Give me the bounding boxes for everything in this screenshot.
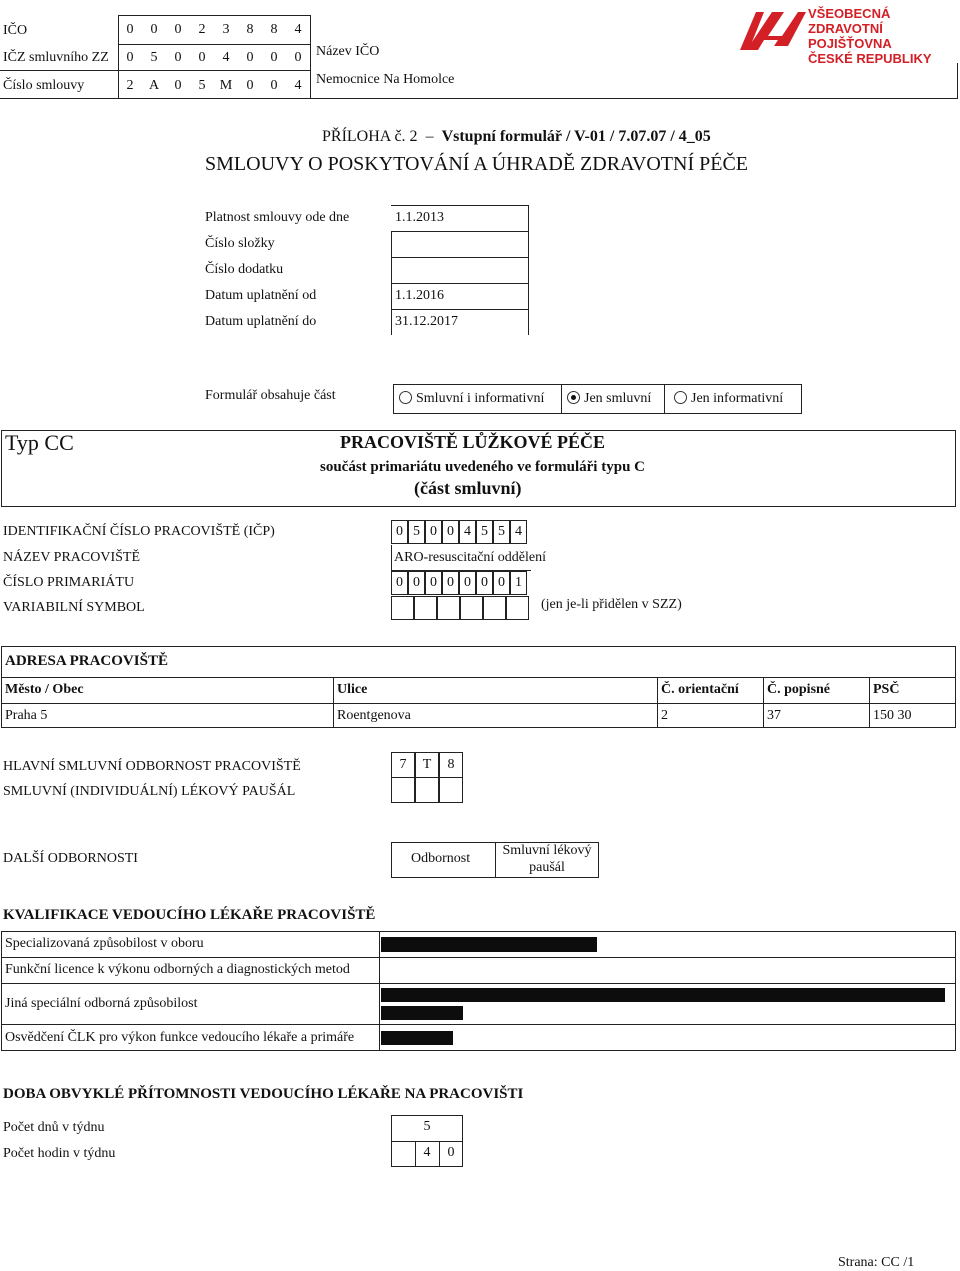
priloha-form: Vstupní formulář / V-01 / 7.07.07 / 4_05 <box>441 128 711 145</box>
icp-digit: 5 <box>493 520 510 544</box>
icz-digit: 0 <box>198 50 206 65</box>
validity-label: Číslo složky <box>205 236 275 251</box>
address-value: Praha 5 <box>5 708 48 723</box>
redaction-block <box>381 988 945 1002</box>
option-label: Smluvní i informativní <box>416 391 545 406</box>
icz-digit: 0 <box>174 50 182 65</box>
main-title: SMLOUVY O POSKYTOVÁNÍ A ÚHRADĚ ZDRAVOTNÍ PÉČE <box>205 153 748 175</box>
validity-value: 1.1.2013 <box>395 210 444 225</box>
primariat-digit: 0 <box>476 571 493 595</box>
page-number: Strana: CC /1 <box>838 1255 915 1270</box>
icp-digit: 5 <box>408 520 425 544</box>
vzp-logo-icon <box>738 6 808 52</box>
smlouva-digit: 5 <box>198 78 206 93</box>
validity-value: 1.1.2016 <box>395 288 444 303</box>
main-specialty-digit: 8 <box>439 752 463 778</box>
cislo-smlouvy-label: Číslo smlouvy <box>3 78 85 93</box>
ico-digit: 3 <box>222 22 230 37</box>
ico-digit: 0 <box>174 22 182 37</box>
qual-row-1: Specializovaná způsobilost v oboru <box>5 936 204 951</box>
hours-digit-1: 4 <box>423 1145 431 1160</box>
main-specialty-digit: 7 <box>391 752 415 778</box>
qual-row-2: Funkční licence k výkonu odborných a diagnostických metod <box>5 962 350 977</box>
icp-digit: 0 <box>425 520 442 544</box>
vs-label: VARIABILNÍ SYMBOL <box>3 600 145 615</box>
primariat-digit: 0 <box>425 571 442 595</box>
type-part: (část smluvní) <box>414 478 522 498</box>
address-col-header: PSČ <box>873 682 900 697</box>
validity-label: Datum uplatnění od <box>205 288 317 303</box>
form-part-label: Formulář obsahuje část <box>205 388 336 403</box>
pausal-digit <box>439 777 463 803</box>
vs-digit <box>414 596 437 620</box>
days-value: 5 <box>423 1119 431 1134</box>
vs-digit <box>460 596 483 620</box>
icp-digit: 0 <box>442 520 459 544</box>
pausal-digit <box>415 777 439 803</box>
ico-digit: 0 <box>126 22 134 37</box>
icz-digit: 4 <box>222 50 230 65</box>
vzp-logo <box>738 6 808 57</box>
smlouva-digit: A <box>148 78 160 93</box>
address-value: 37 <box>767 708 781 723</box>
icz-label: IČZ smluvního ZZ <box>3 50 109 65</box>
vs-digit <box>437 596 460 620</box>
ico-digit: 2 <box>198 22 206 37</box>
logo-line-1: VŠEOBECNÁ <box>808 6 891 21</box>
pausal-digit <box>391 777 415 803</box>
address-value: 150 30 <box>873 708 912 723</box>
ico-label: IČO <box>3 23 28 38</box>
radio-icon <box>567 391 580 404</box>
address-col-header: Město / Obec <box>5 682 84 697</box>
main-specialty-label: HLAVNÍ SMLUVNÍ ODBORNOST PRACOVIŠTĚ <box>3 759 301 774</box>
ico-digit: 0 <box>150 22 158 37</box>
option-jen-smluvni[interactable] <box>567 391 651 407</box>
priloha-prefix: PŘÍLOHA č. 2 <box>322 128 418 145</box>
icz-digit: 0 <box>246 50 254 65</box>
dalsi-col-pausal-line1: Smluvní lékový <box>502 843 592 858</box>
icp-digit: 4 <box>510 520 527 544</box>
dalsi-col-pausal <box>495 842 599 876</box>
icz-digit: 0 <box>126 50 134 65</box>
ico-digit: 8 <box>270 22 278 37</box>
logo-text <box>808 6 960 66</box>
icz-digit: 0 <box>270 50 278 65</box>
days-label: Počet dnů v týdnu <box>3 1120 105 1135</box>
address-col-header: Ulice <box>337 682 368 697</box>
option-jen-informativni[interactable] <box>674 391 783 407</box>
nazev-ico-label: Název IČO <box>316 44 380 59</box>
primariat-digit: 0 <box>493 571 510 595</box>
radio-icon <box>399 391 412 404</box>
qualification-heading: KVALIFIKACE VEDOUCÍHO LÉKAŘE PRACOVIŠTĚ <box>3 907 376 923</box>
nazev-ico-value: Nemocnice Na Homolce <box>316 72 455 87</box>
vs-digit <box>483 596 506 620</box>
pausal-label: SMLUVNÍ (INDIVIDUÁLNÍ) LÉKOVÝ PAUŠÁL <box>3 784 296 799</box>
dalsi-col-pausal-line2: paušál <box>529 860 565 875</box>
redaction-block <box>381 937 597 952</box>
smlouva-digit: 0 <box>270 78 278 93</box>
icp-digit: 4 <box>459 520 476 544</box>
redaction-block <box>381 1031 453 1045</box>
validity-label: Datum uplatnění do <box>205 314 317 329</box>
vs-note: (jen je-li přidělen v SZZ) <box>541 597 682 612</box>
ico-digit: 8 <box>246 22 254 37</box>
hours-label: Počet hodin v týdnu <box>3 1146 116 1161</box>
type-subheading: součást primariátu uvedeného ve formuláři typu C <box>320 459 645 475</box>
address-col-header: Č. orientační <box>661 682 739 697</box>
primariat-digit: 0 <box>459 571 476 595</box>
ico-digit: 4 <box>294 22 302 37</box>
type-heading: PRACOVIŠTĚ LŮŽKOVÉ PÉČE <box>340 432 606 452</box>
logo-line-2: ZDRAVOTNÍ POJIŠŤOVNA <box>808 21 892 51</box>
icz-digit: 5 <box>150 50 158 65</box>
smlouva-digit: 4 <box>294 78 302 93</box>
qual-row-4: Osvědčení ČLK pro výkon funkce vedoucího lékaře a primáře <box>5 1030 355 1045</box>
validity-label: Číslo dodatku <box>205 262 284 277</box>
icp-digit: 0 <box>391 520 408 544</box>
address-heading: ADRESA PRACOVIŠTĚ <box>5 653 168 669</box>
option-label: Jen smluvní <box>584 391 652 406</box>
smlouva-digit: 0 <box>246 78 254 93</box>
redaction-block <box>381 1006 463 1020</box>
icp-digit: 5 <box>476 520 493 544</box>
option-smluvni-i-informativni[interactable] <box>399 391 544 407</box>
presence-heading: DOBA OBVYKLÉ PŘÍTOMNOSTI VEDOUCÍHO LÉKAŘE NA PRACOVIŠTI <box>3 1086 524 1102</box>
address-value: 2 <box>661 708 668 723</box>
validity-value: 31.12.2017 <box>395 314 458 329</box>
address-value: Roentgenova <box>337 708 411 723</box>
dalsi-col-odbornost: Odbornost <box>411 851 471 866</box>
smlouva-digit: 0 <box>174 78 182 93</box>
primariat-digit: 0 <box>391 571 408 595</box>
type-label: Typ CC <box>5 430 74 455</box>
primariat-digit: 0 <box>408 571 425 595</box>
priloha-dash: – <box>425 128 434 145</box>
vs-digit <box>506 596 529 620</box>
nazev-pracoviste-value: ARO-resuscitační oddělení <box>394 550 547 565</box>
smlouva-digit: M <box>219 78 233 93</box>
icp-label: IDENTIFIKAČNÍ ČÍSLO PRACOVIŠTĚ (IČP) <box>3 524 275 539</box>
vs-digit <box>391 596 414 620</box>
hours-digit-2: 0 <box>447 1145 455 1160</box>
priloha-title <box>322 128 711 146</box>
main-specialty-digit: T <box>415 752 439 778</box>
validity-label: Platnost smlouvy ode dne <box>205 210 350 225</box>
icz-digit: 0 <box>294 50 302 65</box>
nazev-pracoviste-label: NÁZEV PRACOVIŠTĚ <box>3 550 141 565</box>
smlouva-digit: 2 <box>126 78 134 93</box>
dalsi-odbornosti-label: DALŠÍ ODBORNOSTI <box>3 851 138 866</box>
radio-icon <box>674 391 687 404</box>
qual-row-3: Jiná speciální odborná způsobilost <box>5 996 198 1011</box>
primariat-digit: 1 <box>510 571 527 595</box>
logo-line-3: ČESKÉ REPUBLIKY <box>808 51 932 66</box>
primariat-label: ČÍSLO PRIMARIÁTU <box>3 575 135 590</box>
primariat-digit: 0 <box>442 571 459 595</box>
address-col-header: Č. popisné <box>767 682 831 697</box>
option-label: Jen informativní <box>691 391 784 406</box>
